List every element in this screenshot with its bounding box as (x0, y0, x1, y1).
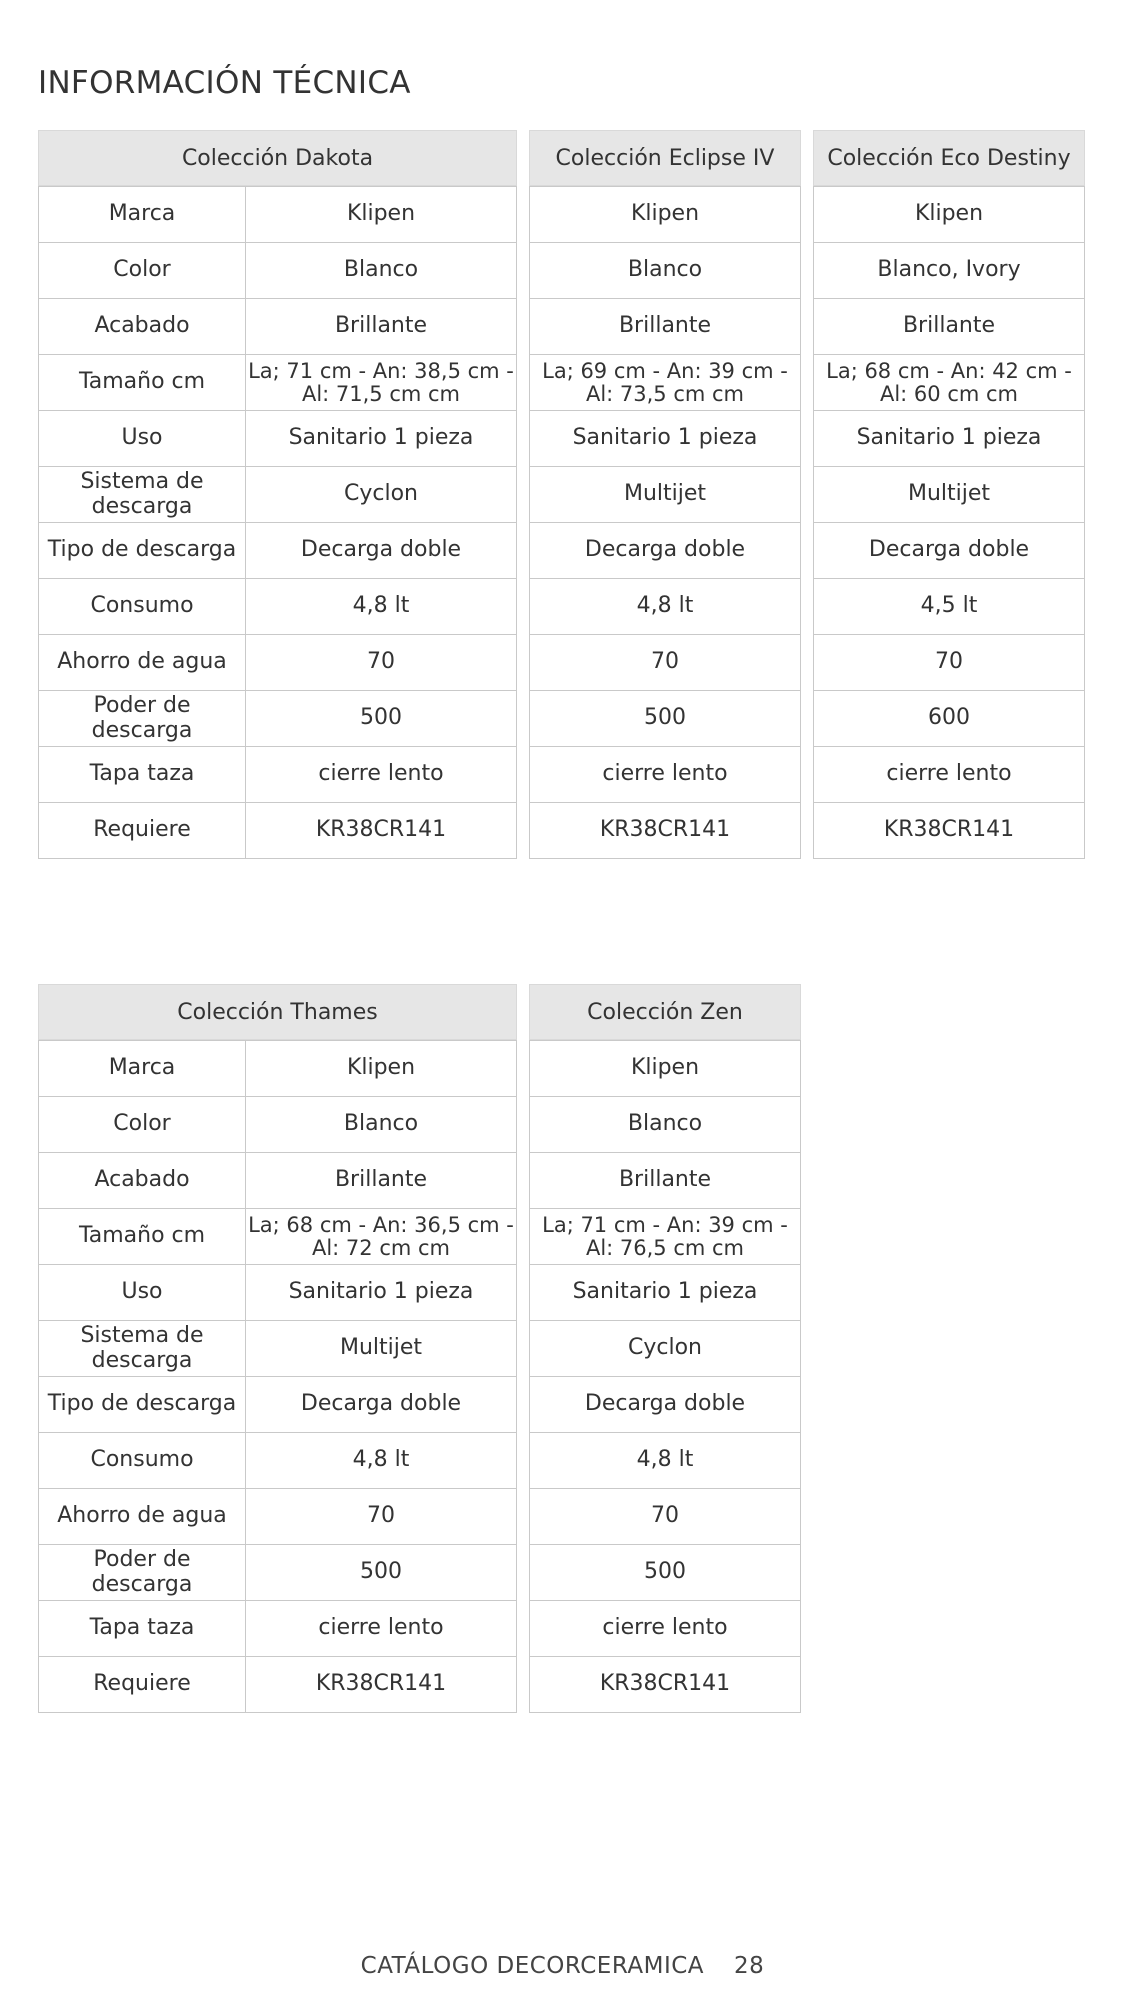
spec-value: La; 71 cm - An: 38,5 cm - Al: 71,5 cm cm (248, 358, 514, 406)
spec-row (530, 354, 800, 410)
spec-value: KR38CR141 (315, 817, 447, 843)
spec-row (530, 466, 800, 522)
spec-value: cierre lento (318, 1615, 444, 1641)
spec-row (39, 634, 516, 690)
spec-value: Blanco (627, 257, 703, 283)
spec-label: Tamaño cm (39, 1209, 246, 1264)
spec-label: Uso (39, 411, 246, 466)
spec-value: 4,5 lt (920, 593, 978, 619)
spec-value: La; 71 cm - An: 39 cm - Al: 76,5 cm cm (542, 1212, 788, 1260)
spec-label: Poder de descarga (39, 691, 246, 746)
spec-row (39, 1040, 516, 1096)
collection-eco-destiny-table (813, 130, 1085, 859)
spec-value: La; 69 cm - An: 39 cm - Al: 73,5 cm cm (542, 358, 788, 406)
spec-row (814, 522, 1084, 578)
spec-row (39, 578, 516, 634)
spec-row (39, 522, 516, 578)
spec-label: Tamaño cm (39, 355, 246, 410)
spec-row (39, 1432, 516, 1488)
spec-label: Acabado (39, 299, 246, 354)
page-title: INFORMACIÓN TÉCNICA (38, 65, 411, 101)
spec-row (39, 1600, 516, 1656)
spec-value: 70 (935, 649, 963, 675)
spec-value: Sanitario 1 pieza (856, 425, 1042, 451)
spec-value: cierre lento (886, 761, 1012, 787)
spec-row (530, 634, 800, 690)
spec-row (530, 802, 800, 858)
spec-label: Tapa taza (39, 1601, 246, 1656)
spec-row (814, 746, 1084, 802)
spec-value: Blanco (627, 1111, 703, 1137)
spec-label: Sistema de descarga (39, 467, 246, 522)
spec-value: 4,8 lt (636, 593, 694, 619)
spec-value: Sanitario 1 pieza (288, 1279, 474, 1305)
spec-label: Poder de descarga (39, 1545, 246, 1600)
spec-label: Consumo (39, 579, 246, 634)
spec-row (39, 242, 516, 298)
spec-label: Marca (39, 187, 246, 242)
spec-row (39, 298, 516, 354)
spec-value: 70 (651, 1503, 679, 1529)
spec-row (530, 242, 800, 298)
spec-label: Uso (39, 1265, 246, 1320)
spec-value: Brillante (902, 313, 996, 339)
spec-label: Acabado (39, 1153, 246, 1208)
spec-value: Klipen (914, 201, 984, 227)
spec-label: Tipo de descarga (39, 523, 246, 578)
spec-row (39, 1544, 516, 1600)
spec-value: Sanitario 1 pieza (572, 425, 758, 451)
spec-row (39, 1264, 516, 1320)
catalog-name: CATÁLOGO DECORCERAMICA (360, 1953, 705, 1979)
spec-value: Klipen (346, 201, 416, 227)
spec-value: Cyclon (628, 1335, 702, 1361)
spec-label: Tipo de descarga (39, 1377, 246, 1432)
spec-value: KR38CR141 (599, 1671, 731, 1697)
spec-row (530, 1096, 800, 1152)
spec-row (39, 1096, 516, 1152)
spec-row (814, 242, 1084, 298)
spec-row (530, 1432, 800, 1488)
spec-label: Color (39, 1097, 246, 1152)
spec-value: KR38CR141 (315, 1671, 447, 1697)
spec-value: La; 68 cm - An: 36,5 cm - Al: 72 cm cm (248, 1212, 514, 1260)
spec-label: Consumo (39, 1433, 246, 1488)
spec-value: 4,8 lt (352, 593, 410, 619)
spec-value: 500 (644, 705, 686, 731)
spec-row (530, 1208, 800, 1264)
collection-thames-table (38, 984, 517, 1713)
spec-row (39, 410, 516, 466)
spec-row (530, 1040, 800, 1096)
spec-row (39, 1152, 516, 1208)
spec-value: Decarga doble (300, 537, 462, 563)
page-number: 28 (734, 1953, 765, 1979)
spec-row (39, 186, 516, 242)
spec-value: 500 (644, 1559, 686, 1585)
collection-header: Colección Eclipse IV (529, 130, 801, 186)
spec-value: 70 (651, 649, 679, 675)
spec-value: Sanitario 1 pieza (288, 425, 474, 451)
spec-label: Ahorro de agua (39, 635, 246, 690)
spec-row (814, 186, 1084, 242)
spec-row (530, 1544, 800, 1600)
spec-row (39, 802, 516, 858)
spec-row (39, 1656, 516, 1712)
spec-row (530, 690, 800, 746)
page-footer (0, 1953, 1125, 1979)
spec-label: Requiere (39, 1657, 246, 1712)
spec-row (530, 1600, 800, 1656)
spec-value: Multijet (339, 1335, 423, 1361)
spec-row (814, 410, 1084, 466)
spec-row (814, 802, 1084, 858)
spec-label: Ahorro de agua (39, 1489, 246, 1544)
spec-value: 500 (360, 1559, 402, 1585)
spec-row (530, 1376, 800, 1432)
spec-value: 70 (367, 649, 395, 675)
spec-row (530, 186, 800, 242)
spec-row (39, 1320, 516, 1376)
collection-header: Colección Dakota (38, 130, 517, 186)
spec-value: Brillante (334, 1167, 428, 1193)
spec-row (814, 354, 1084, 410)
spec-row (530, 1656, 800, 1712)
spec-row (530, 1264, 800, 1320)
spec-label: Color (39, 243, 246, 298)
spec-row (530, 1152, 800, 1208)
spec-row (814, 298, 1084, 354)
spec-value: Blanco, Ivory (877, 257, 1021, 283)
spec-value: cierre lento (318, 761, 444, 787)
spec-value: Decarga doble (300, 1391, 462, 1417)
spec-value: Brillante (618, 313, 712, 339)
spec-value: 70 (367, 1503, 395, 1529)
collection-eclipse-iv-table (529, 130, 801, 859)
spec-row (39, 354, 516, 410)
spec-row (39, 690, 516, 746)
spec-label: Requiere (39, 803, 246, 858)
spec-row (530, 522, 800, 578)
collection-header: Colección Zen (529, 984, 801, 1040)
spec-value: Multijet (623, 481, 707, 507)
spec-label: Sistema de descarga (39, 1321, 246, 1376)
spec-value: KR38CR141 (599, 817, 731, 843)
spec-value: cierre lento (602, 761, 728, 787)
spec-value: Brillante (334, 313, 428, 339)
spec-value: La; 68 cm - An: 42 cm - Al: 60 cm cm (826, 358, 1072, 406)
spec-row (814, 634, 1084, 690)
spec-value: Klipen (346, 1055, 416, 1081)
spec-value: Decarga doble (584, 1391, 746, 1417)
spec-label: Marca (39, 1041, 246, 1096)
collection-header: Colección Thames (38, 984, 517, 1040)
spec-value: Blanco (343, 1111, 419, 1137)
spec-label: Tapa taza (39, 747, 246, 802)
spec-row (814, 578, 1084, 634)
spec-row (530, 410, 800, 466)
spec-row (814, 466, 1084, 522)
spec-value: 4,8 lt (636, 1447, 694, 1473)
spec-value: Decarga doble (584, 537, 746, 563)
spec-value: KR38CR141 (883, 817, 1015, 843)
collection-zen-table (529, 984, 801, 1713)
spec-row (530, 578, 800, 634)
spec-row (39, 1488, 516, 1544)
spec-value: 600 (928, 705, 970, 731)
spec-row (530, 1320, 800, 1376)
spec-value: 500 (360, 705, 402, 731)
spec-value: Sanitario 1 pieza (572, 1279, 758, 1305)
collection-header: Colección Eco Destiny (813, 130, 1085, 186)
spec-value: Decarga doble (868, 537, 1030, 563)
spec-row (530, 298, 800, 354)
spec-value: Klipen (630, 1055, 700, 1081)
spec-value: Multijet (907, 481, 991, 507)
spec-value: 4,8 lt (352, 1447, 410, 1473)
spec-value: Brillante (618, 1167, 712, 1193)
spec-row (39, 1376, 516, 1432)
spec-row (530, 1488, 800, 1544)
spec-row (530, 746, 800, 802)
spec-value: cierre lento (602, 1615, 728, 1641)
spec-value: Cyclon (344, 481, 418, 507)
collection-dakota-table (38, 130, 517, 859)
spec-row (39, 746, 516, 802)
spec-value: Klipen (630, 201, 700, 227)
spec-row (39, 1208, 516, 1264)
spec-value: Blanco (343, 257, 419, 283)
spec-row (814, 690, 1084, 746)
spec-row (39, 466, 516, 522)
